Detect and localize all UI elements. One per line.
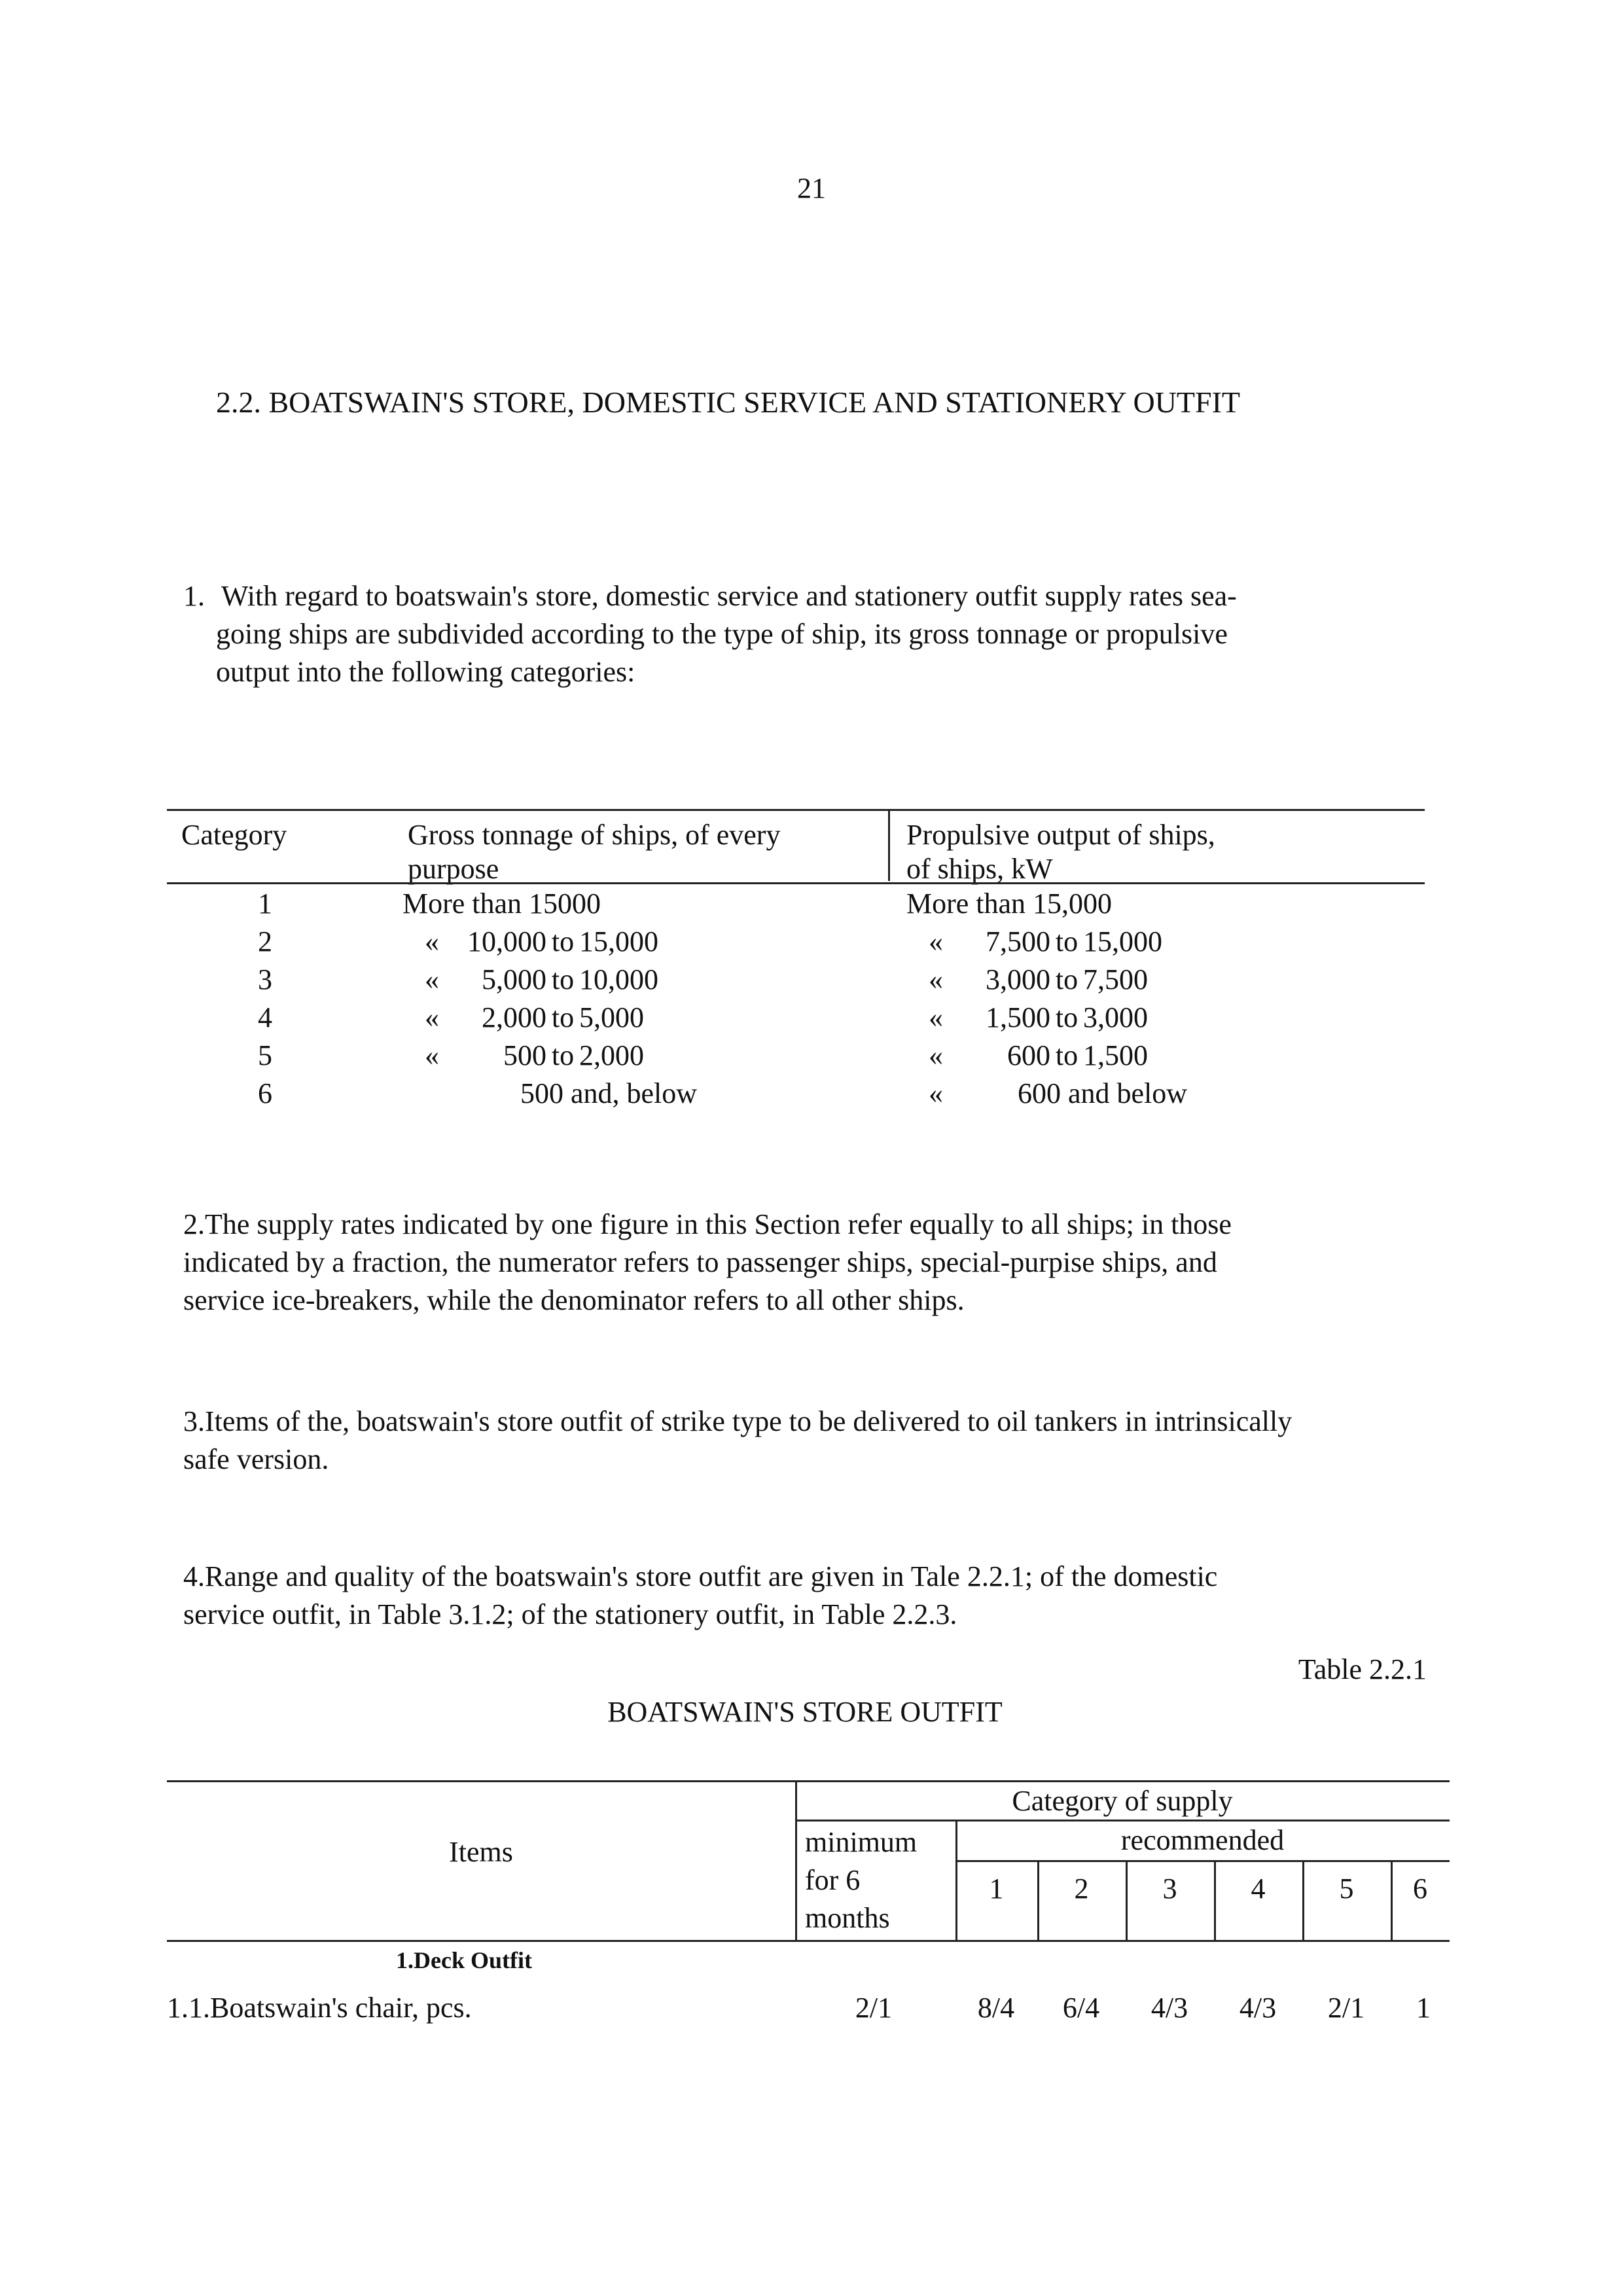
value-to: 2,000 bbox=[579, 1039, 644, 1071]
to-word: to bbox=[551, 963, 575, 996]
value-from: 7,500 bbox=[986, 925, 1050, 958]
table-rule bbox=[795, 1820, 1450, 1821]
cell-propulsive bbox=[906, 961, 1364, 999]
value-from: 600 bbox=[1007, 1039, 1050, 1071]
cell-gross: More than 15000 bbox=[402, 888, 601, 920]
value-text: 600 and below bbox=[1018, 1077, 1188, 1109]
to-word: to bbox=[1055, 1039, 1079, 1071]
header-line: months bbox=[805, 1902, 890, 1934]
table-rule bbox=[955, 1860, 1450, 1862]
cell-propulsive bbox=[906, 1075, 1364, 1113]
header-col-3: 3 bbox=[1162, 1873, 1177, 1905]
cell-category: 6 bbox=[258, 1077, 272, 1109]
cell-propulsive bbox=[906, 923, 1364, 961]
paragraph-1 bbox=[183, 577, 1453, 691]
value-from: 500 bbox=[503, 1039, 546, 1071]
cell-value: 6/4 bbox=[1062, 1992, 1100, 2024]
ditto-mark: « bbox=[425, 1001, 439, 1033]
header-line: minimum bbox=[805, 1826, 918, 1858]
to-word: to bbox=[551, 1001, 575, 1033]
cell-category: 4 bbox=[258, 1001, 272, 1033]
table-row bbox=[167, 999, 1425, 1037]
value-to: 15,000 bbox=[579, 925, 658, 958]
header-gross-tonnage bbox=[408, 818, 780, 886]
paragraph-line bbox=[183, 577, 1453, 615]
paragraph-line: output into the following categories: bbox=[216, 656, 635, 688]
table-rule bbox=[167, 1780, 1450, 1782]
ditto-mark: « bbox=[425, 925, 439, 958]
paragraph-line: going ships are subdivided according to the type of ship, its gross tonnage or propulsive bbox=[216, 618, 1228, 650]
ditto-mark: « bbox=[929, 963, 943, 996]
group-heading: 1.Deck Outfit bbox=[396, 1947, 532, 1973]
paragraph-3 bbox=[183, 1403, 1433, 1479]
cell-value: 1 bbox=[1416, 1992, 1431, 2024]
value-from: 2,000 bbox=[482, 1001, 546, 1033]
header-line: Propulsive output of ships, bbox=[906, 819, 1215, 851]
header-propulsive-output bbox=[906, 818, 1215, 886]
paragraph-line: safe version. bbox=[183, 1443, 329, 1475]
paragraph-2 bbox=[183, 1206, 1433, 1319]
paragraph-line: indicated by a fraction, the numerator refers to passenger ships, special-purpise ships, and bbox=[183, 1246, 1217, 1278]
cell-propulsive bbox=[906, 999, 1364, 1037]
cell-gross bbox=[402, 999, 769, 1037]
header-col-1: 1 bbox=[989, 1873, 1004, 1905]
ditto-mark: « bbox=[929, 925, 943, 958]
cell-category: 1 bbox=[258, 888, 272, 920]
cell-value: 8/4 bbox=[977, 1992, 1015, 2024]
cell-propulsive bbox=[906, 1037, 1364, 1075]
header-category: Category bbox=[181, 819, 287, 851]
value-to: 1,500 bbox=[1083, 1039, 1148, 1071]
to-word: to bbox=[1055, 925, 1079, 958]
table-title: BOATSWAIN'S STORE OUTFIT bbox=[607, 1696, 1003, 1728]
cell-category: 2 bbox=[258, 925, 272, 958]
table-rule bbox=[167, 882, 1425, 884]
header-items: Items bbox=[449, 1836, 513, 1868]
ditto-mark: « bbox=[929, 1001, 943, 1033]
table-row bbox=[167, 1075, 1425, 1113]
paragraph-line: 3.Items of the, boatswain's store outfit of strike type to be delivered to oil tankers in intrinsically bbox=[183, 1405, 1293, 1437]
header-line: purpose bbox=[408, 853, 499, 885]
value-to: 3,000 bbox=[1083, 1001, 1148, 1033]
value-to: 7,500 bbox=[1083, 963, 1148, 996]
value-from: 5,000 bbox=[482, 963, 546, 996]
table-row bbox=[167, 1037, 1425, 1075]
header-category-of-supply: Category of supply bbox=[1012, 1785, 1233, 1817]
cell-value: 4/3 bbox=[1150, 1992, 1188, 2024]
table-row bbox=[167, 923, 1425, 961]
value-to: 5,000 bbox=[579, 1001, 644, 1033]
header-col-4: 4 bbox=[1251, 1873, 1266, 1905]
table-row bbox=[167, 1988, 1450, 2028]
table-divider bbox=[888, 809, 890, 881]
paragraph-line: service outfit, in Table 3.1.2; of the stationery outfit, in Table 2.2.3. bbox=[183, 1598, 957, 1630]
header-col-5: 5 bbox=[1339, 1873, 1354, 1905]
to-word: to bbox=[551, 925, 575, 958]
header-minimum bbox=[805, 1823, 949, 1937]
outfit-table bbox=[167, 1780, 1450, 2055]
table-rule bbox=[167, 1940, 1450, 1942]
header-recommended: recommended bbox=[1120, 1824, 1285, 1856]
cell-gross bbox=[402, 1037, 769, 1075]
cell-value: 2/1 bbox=[1327, 1992, 1365, 2024]
paragraph-line: 4.Range and quality of the boatswain's store outfit are given in Tale 2.2.1; of the domestic bbox=[183, 1560, 1218, 1592]
cell-gross bbox=[402, 923, 769, 961]
value-to: 15,000 bbox=[1083, 925, 1162, 958]
value-from: 1,500 bbox=[986, 1001, 1050, 1033]
value-from: 3,000 bbox=[986, 963, 1050, 996]
to-word: to bbox=[1055, 1001, 1079, 1033]
paragraph-line: 2.The supply rates indicated by one figure in this Section refer equally to all ships; in those bbox=[183, 1208, 1232, 1240]
cell-value: 4/3 bbox=[1239, 1992, 1277, 2024]
table-row bbox=[167, 885, 1425, 923]
table-label: Table 2.2.1 bbox=[1298, 1653, 1427, 1685]
to-word: to bbox=[551, 1039, 575, 1071]
ditto-mark: « bbox=[425, 1039, 439, 1071]
item-name: 1.1.Boatswain's chair, pcs. bbox=[167, 1992, 472, 2024]
to-word: to bbox=[1055, 963, 1079, 996]
header-line: Gross tonnage of ships, of every bbox=[408, 819, 781, 851]
cell-category: 3 bbox=[258, 963, 272, 996]
section-title: 2.2. BOATSWAIN'S STORE, DOMESTIC SERVICE AND STATIONERY OUTFIT bbox=[216, 386, 1241, 419]
paragraph-line: service ice-breakers, while the denominator refers to all other ships. bbox=[183, 1284, 965, 1316]
header-col-6: 6 bbox=[1413, 1873, 1427, 1905]
header-line: for 6 bbox=[805, 1864, 861, 1896]
ditto-mark: « bbox=[929, 1077, 943, 1109]
cell-propulsive: More than 15,000 bbox=[906, 888, 1113, 920]
table-row bbox=[167, 961, 1425, 999]
page-number: 21 bbox=[797, 172, 826, 204]
header-col-2: 2 bbox=[1074, 1873, 1089, 1905]
cell-gross: 500 and, below bbox=[520, 1077, 698, 1109]
cell-category: 5 bbox=[258, 1039, 272, 1071]
paragraph-text: With regard to boatswain's store, domestic service and stationery outfit supply rates sea- bbox=[221, 580, 1237, 612]
paragraph-4 bbox=[183, 1558, 1433, 1634]
value-to: 10,000 bbox=[579, 963, 658, 996]
cell-minimum: 2/1 bbox=[855, 1992, 893, 2024]
value-from: 10,000 bbox=[467, 925, 546, 958]
ditto-mark: « bbox=[929, 1039, 943, 1071]
cell-gross bbox=[402, 961, 769, 999]
ditto-mark: « bbox=[425, 963, 439, 996]
paragraph-number: 1. bbox=[183, 580, 205, 612]
table-rule bbox=[167, 809, 1425, 811]
header-line: of ships, kW bbox=[906, 853, 1053, 885]
